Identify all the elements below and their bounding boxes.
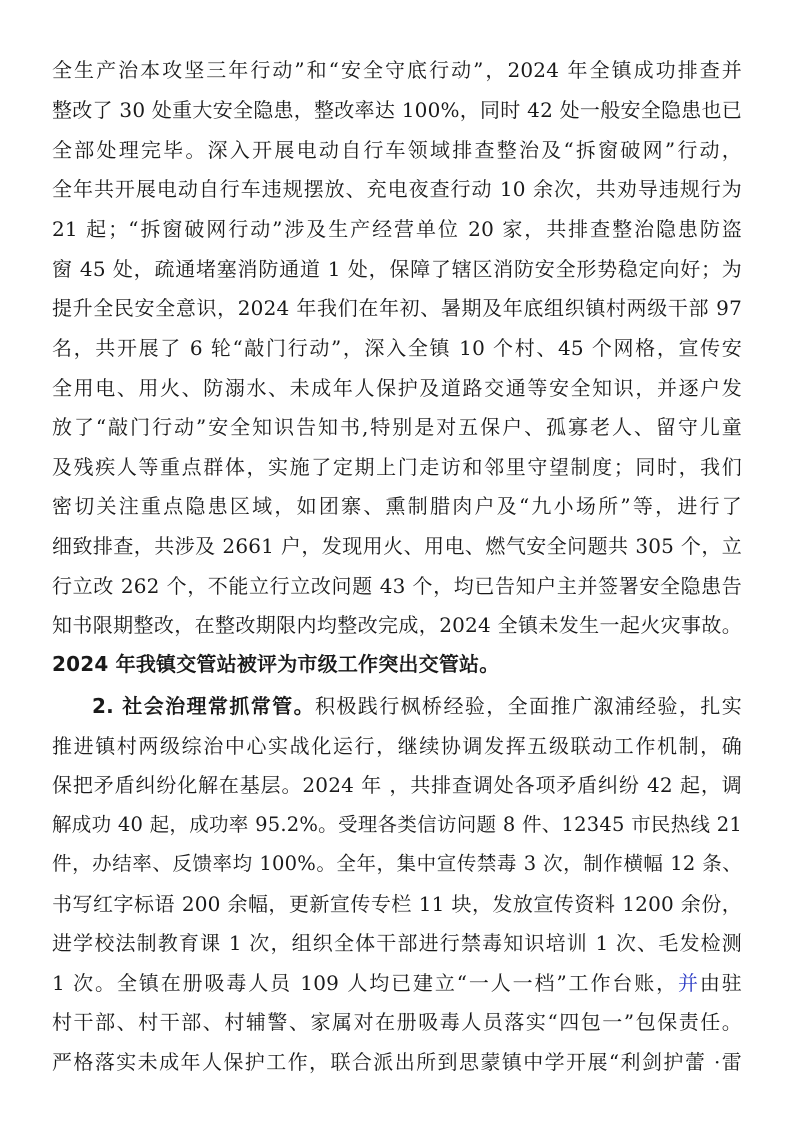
- text-line: 书写红字标语 200 余幅，更新宣传专栏 11 块，发放宣传资料 1200 余份，: [52, 892, 742, 916]
- text-line: 名，共开展了 6 轮“敲门行动”，深入全镇 10 个村、45 个网格，宣传安: [52, 336, 742, 360]
- text-line: 行立改 262 个，不能立行立改问题 43 个，均已告知户主并签署安全隐患告: [52, 574, 742, 598]
- text-line: 全用电、用火、防溺水、未成年人保护及道路交通等安全知识，并逐户发: [52, 376, 742, 400]
- text-line: 全生产治本攻坚三年行动”和“安全守底行动”，2024 年全镇成功排查并: [52, 58, 742, 82]
- text-line: 知书限期整改，在整改期限内均整改完成，2024 全镇未发生一起火灾事故。: [52, 613, 742, 637]
- section-2-first-line-text: 积极践行枫桥经验，全面推广溆浦经验，扎实: [314, 694, 742, 718]
- text-line: 保把矛盾纠纷化解在基层。2024 年 ，共排查调处各项矛盾纠纷 42 起，调: [52, 773, 742, 797]
- text-line: 全部处理完毕。深入开展电动自行车领域排查整治及“拆窗破网”行动，: [52, 138, 742, 162]
- section-2-heading: 2. 社会治理常抓常管。: [92, 694, 315, 718]
- text-line: 放了“敲门行动”安全知识告知书,特别是对五保户、孤寡老人、留守儿童: [52, 415, 742, 439]
- text-line: 件，办结率、反馈率均 100%。全年，集中宣传禁毒 3 次，制作横幅 12 条、: [52, 852, 742, 875]
- text-line: 整改了 30 处重大安全隐患，整改率达 100%，同时 42 处一般安全隐患也已: [52, 98, 742, 122]
- text-line: 严格落实未成年人保护工作，联合派出所到思蒙镇中学开展“利剑护蕾 ·雷: [52, 1050, 742, 1074]
- text-line-with-highlight: [52, 965, 742, 1001]
- line-text-after: 由驻: [699, 971, 742, 995]
- text-line: 密切关注重点隐患区域，如团寨、熏制腊肉户及“九小场所”等，进行了: [52, 494, 742, 518]
- highlighted-character: 并: [678, 971, 700, 995]
- text-line: 解成功 40 起，成功率 95.2%。受理各类信访问题 8 件、12345 市民热线 21: [52, 813, 742, 836]
- text-line: 细致排查，共涉及 2661 户，发现用火、用电、燃气安全问题共 305 个，立: [52, 534, 742, 558]
- text-line: 及残疾人等重点群体，实施了定期上门走访和邻里守望制度；同时，我们: [52, 455, 742, 479]
- text-line: 村干部、村干部、村辅警、家属对在册吸毒人员落实“四包一”包保责任。: [52, 1010, 742, 1034]
- text-line: 窗 45 处，疏通堵塞消防通道 1 处，保障了辖区消防安全形势稳定向好；为: [52, 257, 742, 281]
- text-line: 提升全民安全意识，2024 年我们在年初、暑期及年底组织镇村两级干部 97: [52, 296, 742, 320]
- line-text-before: 1 次。全镇在册吸毒人员 109 人均已建立“一人一档”工作台账，: [52, 971, 679, 995]
- text-line: 全年共开展电动自行车违规摆放、充电夜查行动 10 余次，共劝导违规行为: [52, 177, 742, 201]
- text-line: 21 起；“拆窗破网行动”涉及生产经营单位 20 家，共排查整治隐患防盗: [52, 217, 742, 241]
- award-line: 2024 年我镇交管站被评为市级工作突出交管站。: [52, 652, 500, 676]
- text-line: 进学校法制教育课 1 次，组织全体干部进行禁毒知识培训 1 次、毛发检测: [52, 931, 742, 955]
- text-line: 推进镇村两级综治中心实战化运行，继续协调发挥五级联动工作机制，确: [52, 734, 742, 758]
- section-2-first-line: [92, 688, 742, 724]
